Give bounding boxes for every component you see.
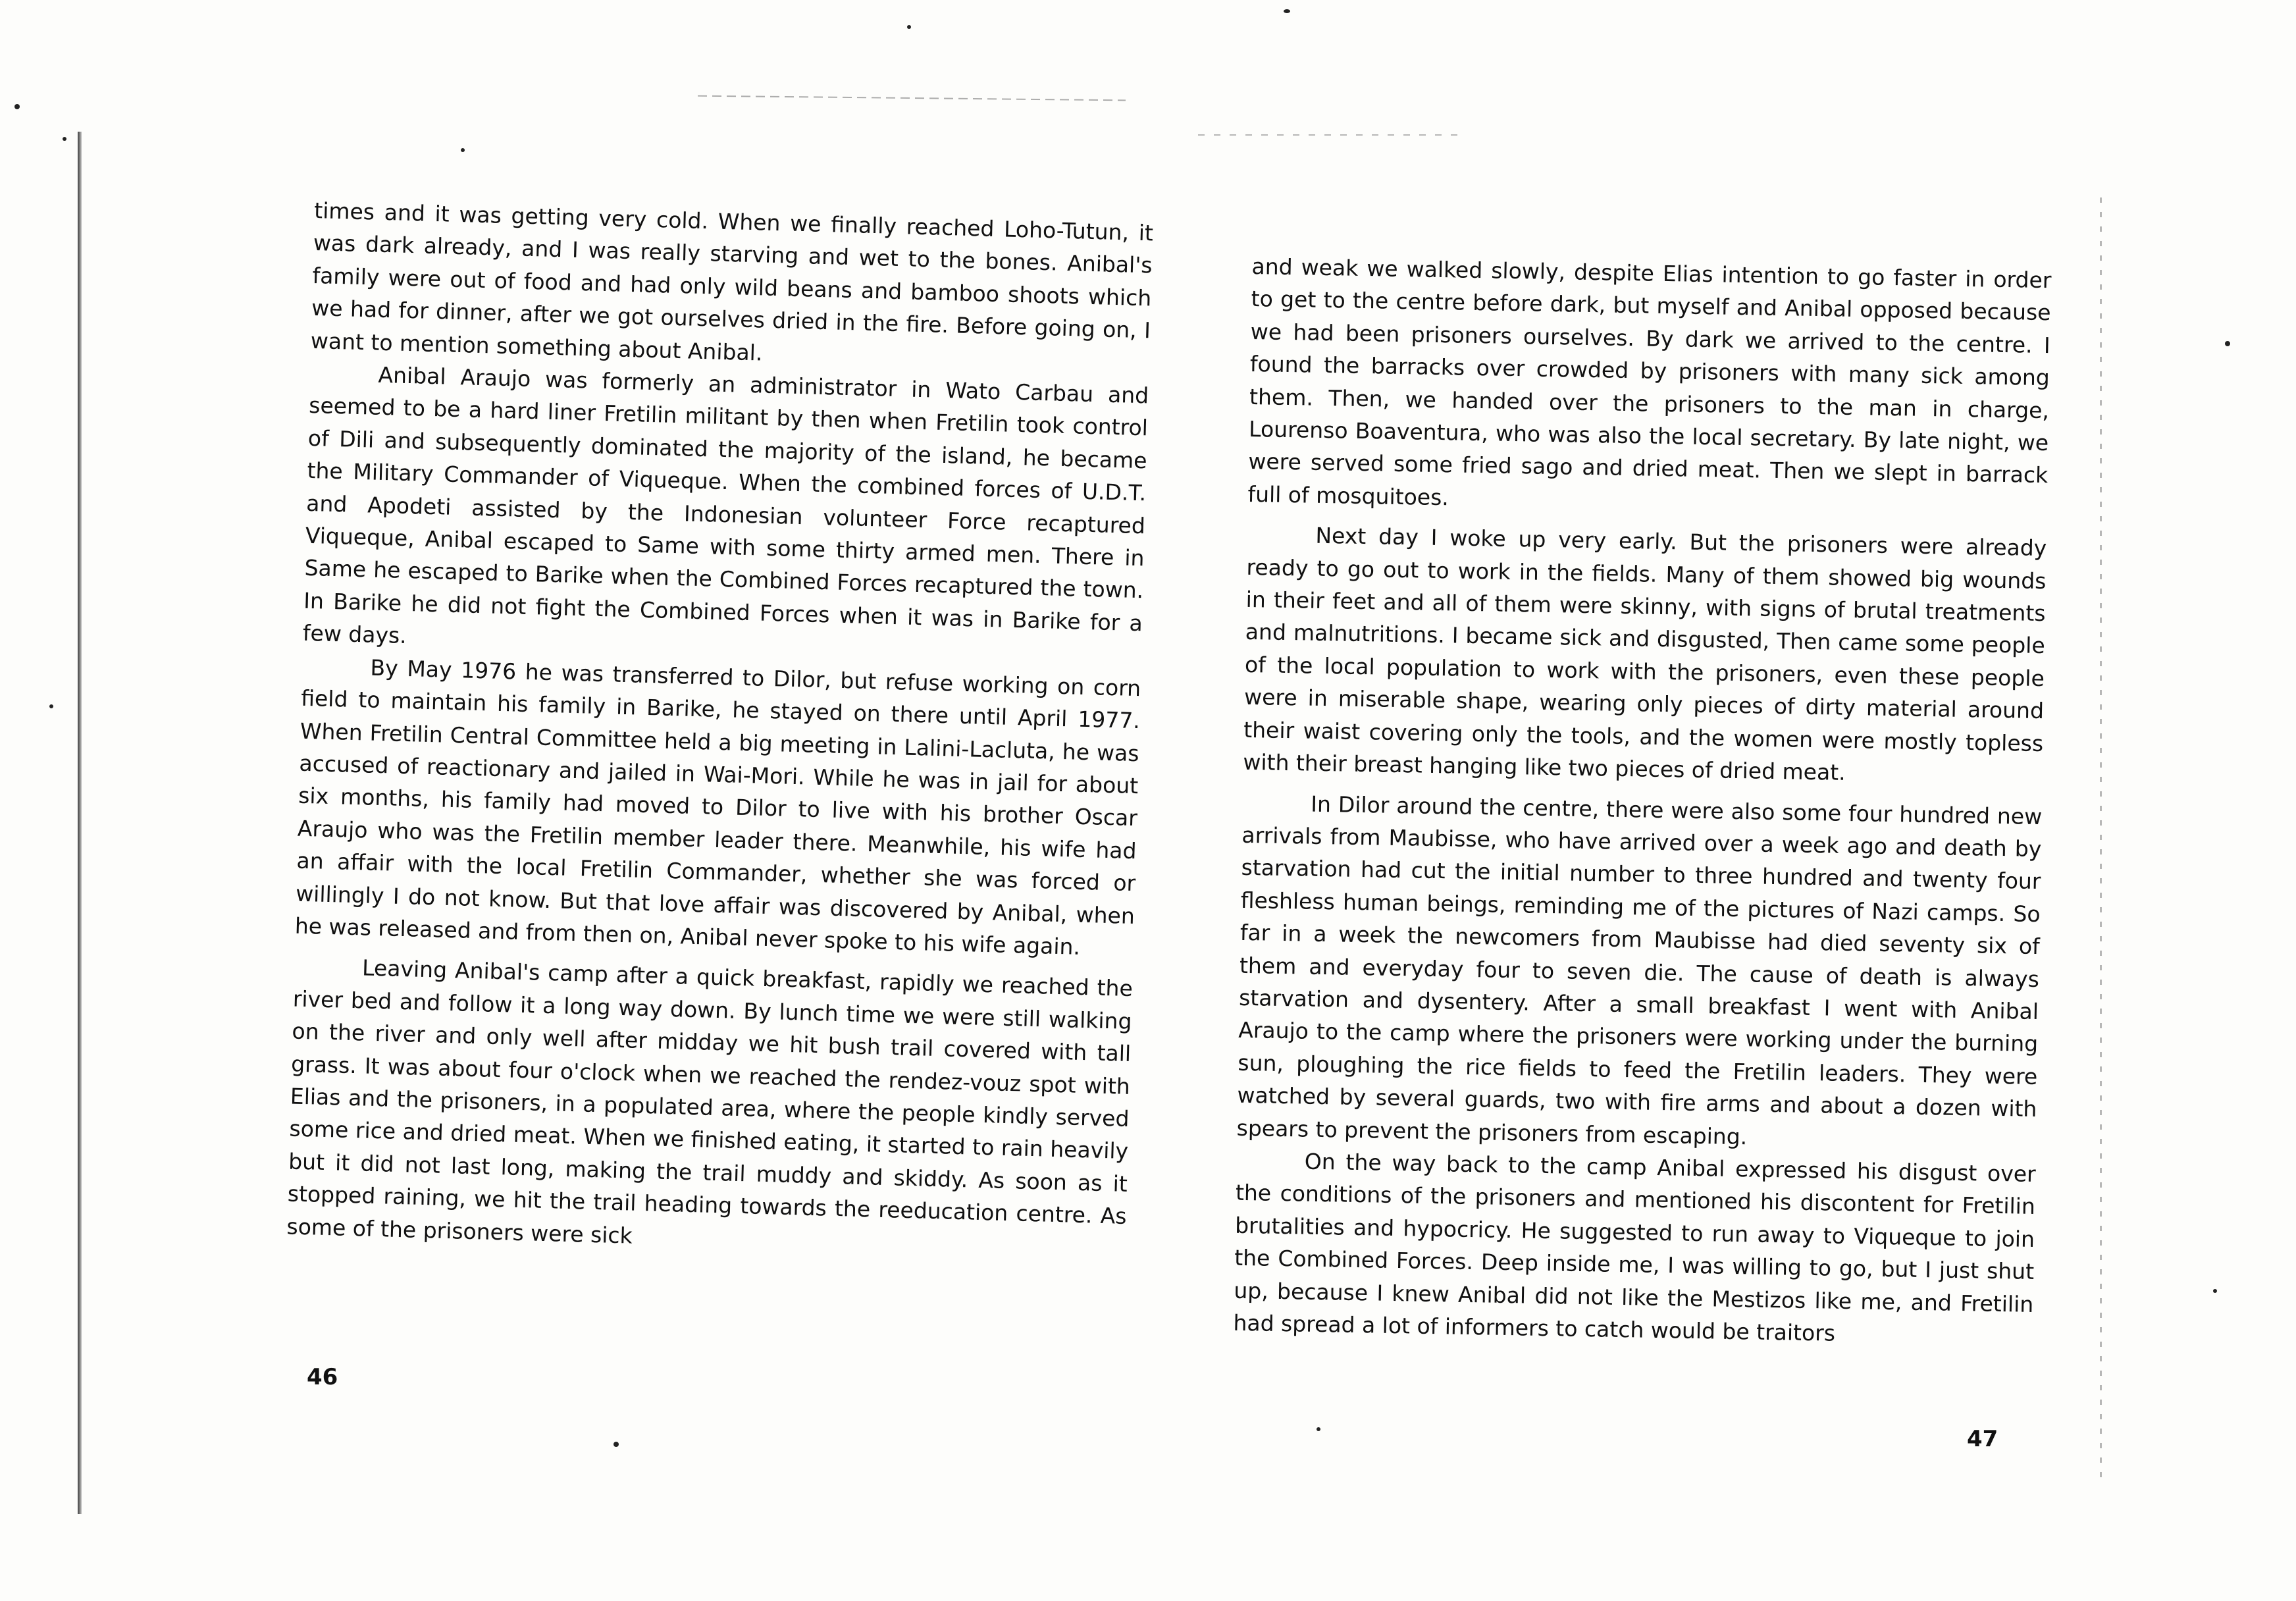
- scan-artifact-line: [698, 95, 1126, 101]
- page-edge-marks: [2100, 197, 2102, 1481]
- scan-speck: [14, 104, 20, 109]
- binding-edge: [78, 132, 82, 1514]
- scan-speck: [461, 148, 465, 152]
- paragraph: Anibal Araujo was formerly an administrator in Wato Carbau and seemed to be a hard liner Fretilin militant by then when Fretilin took control of Dili and subsequently dominated the majority of the island, he became the Military Commander of Viqueque. When the combined forces of U.D.T. and Apodeti assisted by the Indonesian volunteer Force recaptured Viqueque, Anibal escaped to Same with some thirty armed men. There in Same he escaped to Barike when the Combined Forces recaptured the town. In Barike he did not fight the Combined Forces when it was in Barike for a few days.: [302, 361, 1149, 649]
- scan-speck: [63, 137, 66, 141]
- scan-speck: [907, 25, 911, 29]
- page-number: 46: [307, 1364, 338, 1390]
- paragraph: Next day I woke up very early. But the prisoners were already ready to go out to work in the fields. Many of them showed big wounds in their feet and all of them were skinny, with signs of brutal treatments and malnutritions. I became sick and disgusted, Then came some people of the local population to work with the prisoners, even these people were in miserable shape, wearing only pieces of dirty material around their waist covering only the tools, and the women were mostly topless with their breast hanging like two pieces of dried meat.: [1243, 523, 2047, 785]
- paragraph: and weak we walked slowly, despite Elias intention to go faster in order to get to the centre before dark, but myself and Anibal opposed because we had been prisoners ourselves. By dark we arrived to the centre. I found the barracks over crowded by prisoners with many sick among them. Then, we handed over the prisoners to the man in charge, Lourenso Boaventura, who was also the local secretary. By late night, we were served some fried sago and dried meat. Then we slept in barrack full of mosquitoes.: [1247, 253, 2052, 511]
- scan-artifact-line: [1198, 134, 1461, 136]
- paragraph: times and it was getting very cold. When we finally reached Loho-Tutun, it was dark already, and I was really starving and wet to the bones. Anibal's family were out of food and had only wild beans and bamboo shoots which we had for dinner, after we got ourselves dried in the fire. Before going on, I want to mention something about Anibal.: [310, 197, 1154, 366]
- scan-speck: [49, 704, 53, 708]
- right-page: [1233, 250, 2052, 1353]
- scan-speck: [2213, 1289, 2217, 1293]
- page-number: 47: [1967, 1426, 1998, 1452]
- scan-speck: [2225, 341, 2230, 346]
- paragraph: On the way back to the camp Anibal expressed his disgust over the conditions of the prisoners and mentioned his discontent for Fretilin brutalities and hypocricy. He suggested to run away to Viqueque to join the Combined Forces. Deep inside me, I was willing to go, but I just shut up, because I knew Anibal did not like the Mestizos like me, and Fretilin had spread a lot of informers to catch would be traitors: [1233, 1148, 2037, 1346]
- scan-speck: [1284, 9, 1290, 13]
- left-page: [286, 194, 1154, 1265]
- paragraph: By May 1976 he was transferred to Dilor, but refuse working on corn field to maintain his family in Barike, he stayed on there until April 1977. When Fretilin Central Committee held a big meeting in Lalini-Lacluta, he was accused of reactionary and jailed in Wai-Mori. While he was in jail for about six months, his family had moved to Dilor to live with his brother Oscar Araujo who was the Fretilin member leader there. Meanwhile, his wife had an affair with the local Fretilin Commander, whether she was forced or willingly I do not know. But that love affair was discovered by Anibal, when he was released and from then on, Anibal never spoke to his wife again.: [294, 654, 1141, 960]
- paragraph: Leaving Anibal's camp after a quick breakfast, rapidly we reached the river bed and follow it a long way down. By lunch time we were still walking on the river and only well after midday we hit bush trail covered with tall grass. It was about four o'clock when we reached the rendez-vouz spot with Elias and the prisoners, in a populated area, where the people kindly served some rice and dried meat. When we finished eating, it started to rain heavily but it did not last long, making the trail muddy and skiddy. As soon as it stopped raining, we hit the trail heading towards the reeducation centre. As some of the prisoners were sick: [286, 955, 1134, 1249]
- scan-speck: [1317, 1427, 1320, 1431]
- scan-speck: [613, 1442, 619, 1447]
- paragraph: In Dilor around the centre, there were also some four hundred new arrivals from Maubisse, who have arrived over a week ago and death by starvation had cut the initial number to three hundred and twenty four fleshless human beings, reminding me of the pictures of Nazi camps. So far in a week the newcomers from Maubisse had died seventy six of them and everyday four to seven die. The cause of death is always starvation and dysentery. After a small breakfast I went with Anibal Araujo to the camp where the prisoners were working under the burning sun, ploughing the rice fields to feed the Fretilin leaders. They were watched by several guards, two with fire arms and about a dozen with spears to prevent the prisoners from escaping.: [1236, 791, 2043, 1149]
